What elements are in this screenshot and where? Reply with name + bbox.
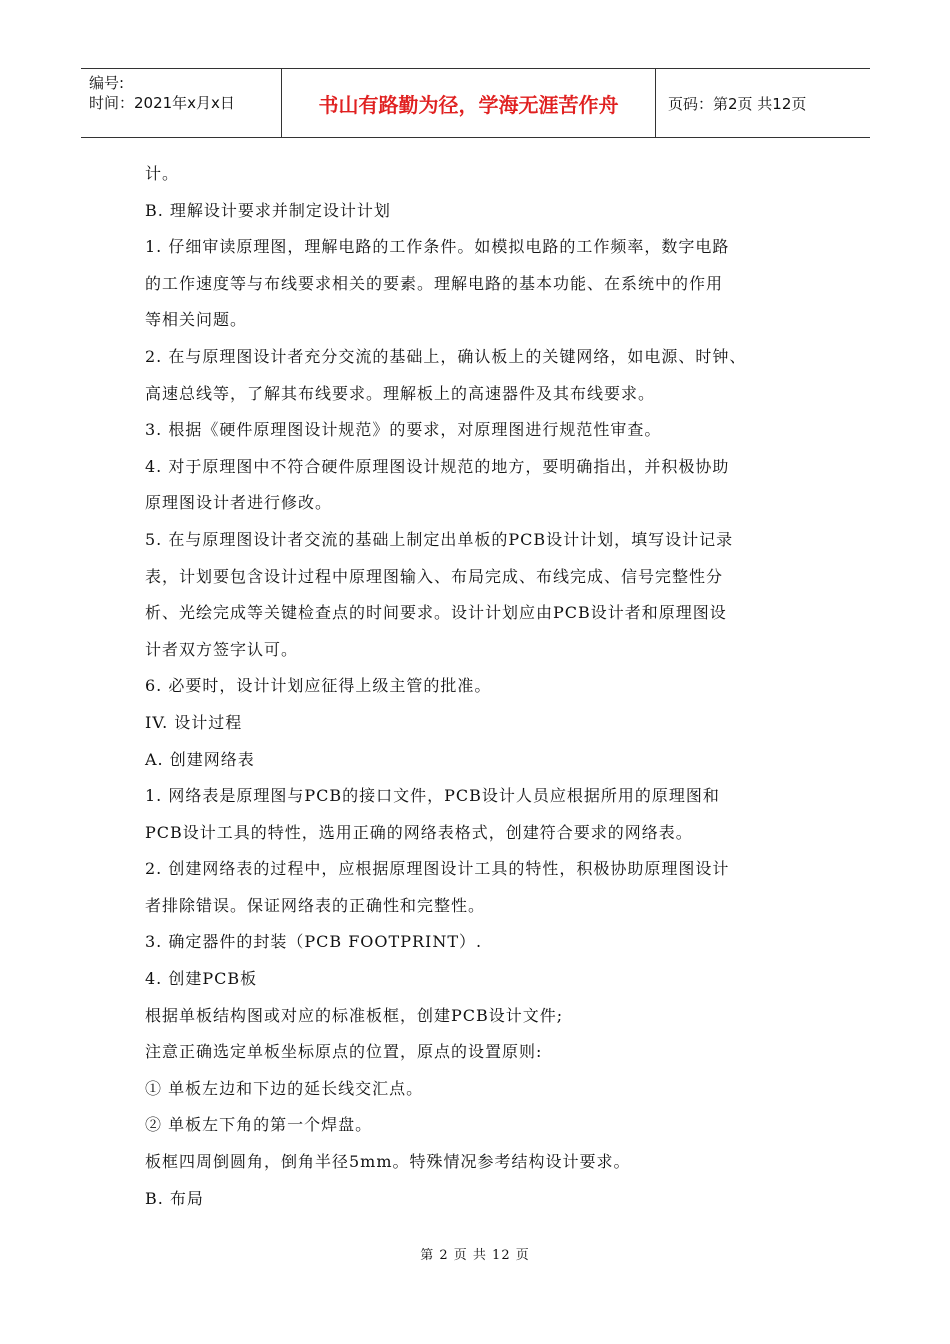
document-body <box>145 156 825 1217</box>
text-line: ② 单板左下角的第一个焊盘。 <box>145 1115 373 1135</box>
text-line: 高速总线等，了解其布线要求。理解板上的高速器件及其布线要求。 <box>145 383 656 403</box>
text-line: B. 理解设计要求并制定设计计划 <box>145 200 391 220</box>
serial-label: 编号: <box>89 74 125 92</box>
text-line: 板框四周倒圆角，倒角半径5mm。特殊情况参考结构设计要求。 <box>145 1152 631 1172</box>
text-line: 3. 确定器件的封装（PCB FOOTPRINT）. <box>145 932 483 952</box>
text-line: 析、光绘完成等关键检查点的时间要求。设计计划应由PCB设计者和原理图设 <box>145 603 727 623</box>
header-page-info: 页码：第2页 共12页 <box>668 94 807 113</box>
text-line: 2. 在与原理图设计者充分交流的基础上，确认板上的关键网络，如电源、时钟、 <box>145 346 747 366</box>
text-line: 5. 在与原理图设计者交流的基础上制定出单板的PCB设计计划，填写设计记录 <box>145 529 734 549</box>
page-header <box>81 68 870 138</box>
text-line: 4. 创建PCB板 <box>145 969 258 989</box>
text-line: 等相关问题。 <box>145 310 248 330</box>
text-line: PCB设计工具的特性，选用正确的网络表格式，创建符合要求的网络表。 <box>145 822 693 842</box>
time-label: 时间：2021年x月x日 <box>89 94 235 112</box>
text-line: 根据单板结构图或对应的标准板框，创建PCB设计文件; <box>145 1005 564 1025</box>
text-line: 者排除错误。保证网络表的正确性和完整性。 <box>145 895 486 915</box>
text-line: 1. 网络表是原理图与PCB的接口文件，PCB设计人员应根据所用的原理图和 <box>145 786 720 806</box>
text-line: 3. 根据《硬件原理图设计规范》的要求，对原理图进行规范性审查。 <box>145 420 662 440</box>
text-line: 原理图设计者进行修改。 <box>145 493 333 513</box>
text-line: B. 布局 <box>145 1188 204 1208</box>
text-line: 2. 创建网络表的过程中，应根据原理图设计工具的特性，积极协助原理图设计 <box>145 859 730 879</box>
text-line: 的工作速度等与布线要求相关的要素。理解电路的基本功能、在系统中的作用 <box>145 273 724 293</box>
text-line: IV. 设计过程 <box>145 712 243 732</box>
page-footer: 第 2 页 共 12 页 <box>420 1248 530 1263</box>
text-line: 计者双方签字认可。 <box>145 639 299 659</box>
text-line: 表，计划要包含设计过程中原理图输入、布局完成、布线完成、信号完整性分 <box>145 566 724 586</box>
text-line: 计。 <box>145 164 180 183</box>
text-line: 注意正确选定单板坐标原点的位置，原点的设置原则: <box>145 1042 543 1062</box>
text-line: A. 创建网络表 <box>145 749 255 769</box>
text-line: 4. 对于原理图中不符合硬件原理图设计规范的地方，要明确指出，并积极协助 <box>145 456 730 476</box>
header-motto: 书山有路勤为径，学海无涯苦作舟 <box>282 69 656 137</box>
text-line: ① 单板左边和下边的延长线交汇点。 <box>145 1078 424 1098</box>
header-meta <box>81 69 282 137</box>
text-line: 6. 必要时，设计计划应征得上级主管的批准。 <box>145 676 492 696</box>
text-line: 1. 仔细审读原理图，理解电路的工作条件。如模拟电路的工作频率，数字电路 <box>145 237 730 257</box>
